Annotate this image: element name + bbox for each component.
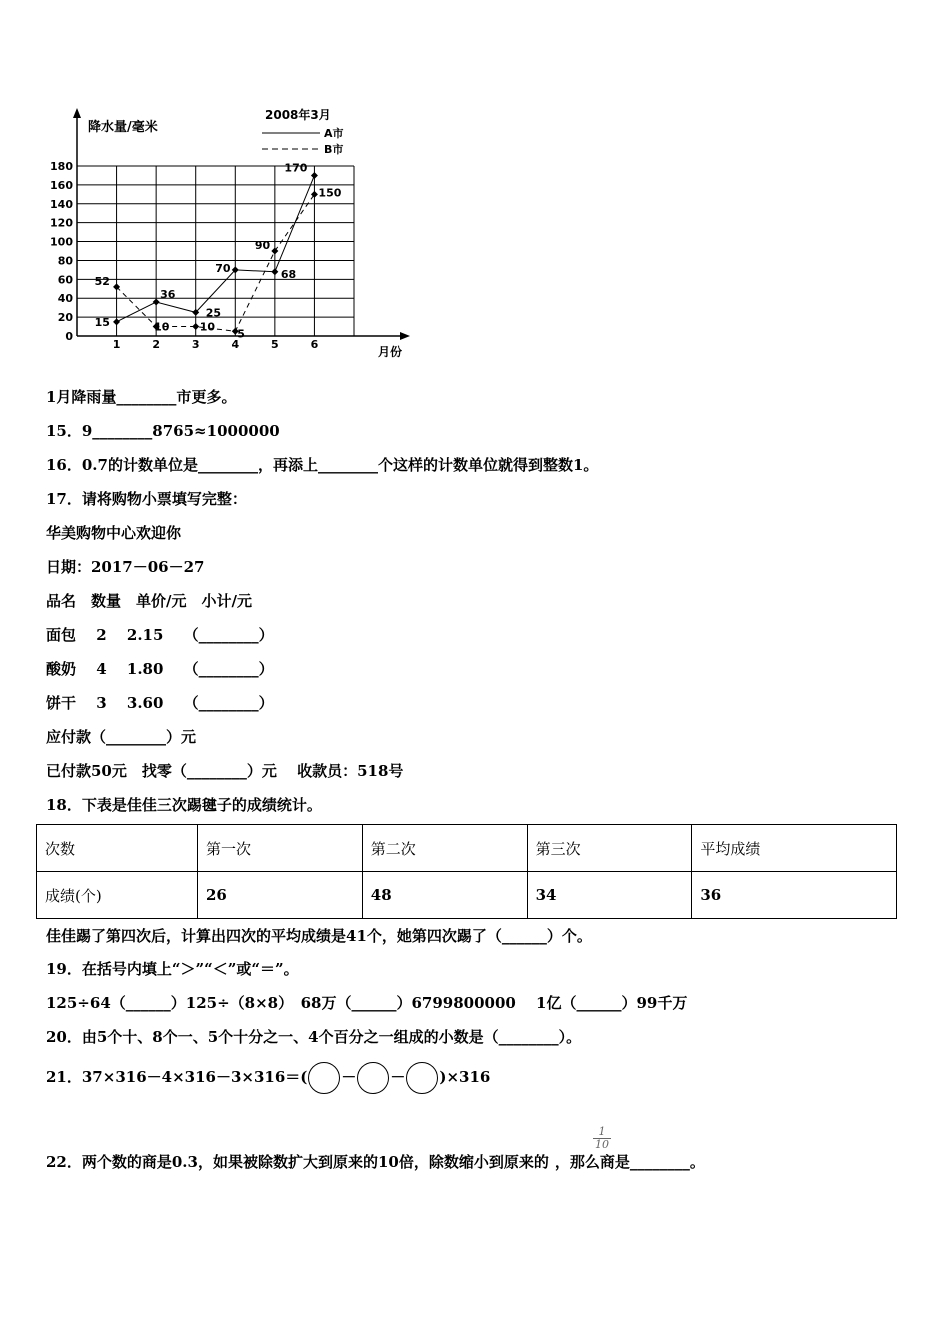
q17-paid: 已付款50元 找零（________）元 收款员：518号 [46,762,404,780]
data-point [153,299,160,306]
table-cell: 第三次 [527,825,692,872]
table-cell: 成绩(个) [37,872,198,919]
q16: 16．0.7的计数单位是________，再添上________个这样的计数单位就得到整数1。 [46,456,599,474]
data-label: 5 [237,327,245,341]
q18: 18．下表是佳佳三次踢毽子的成绩统计。 [46,796,322,814]
y-tick-label: 140 [50,197,73,211]
data-label: 10 [199,320,216,334]
q21-left: 21．37×316－4×316－3×316＝( [46,1068,308,1086]
data-label: 90 [254,239,271,252]
fraction-numerator: 1 [598,1125,606,1138]
table-cell: 第一次 [198,825,363,872]
y-tick-label: 0 [65,330,73,343]
q22 [46,1151,705,1172]
table-cell: 34 [527,872,692,919]
y-tick-label: 80 [57,254,73,268]
q17-date: 日期：2017－06－27 [46,558,205,576]
answer-circle[interactable] [406,1062,438,1094]
data-label: 10 [154,320,170,334]
q21-minus: － [341,1068,357,1086]
answer-circle[interactable] [357,1062,389,1094]
data-point [192,323,199,330]
y-tick-label: 180 [50,160,73,173]
fraction-denominator: 10 [595,1138,609,1151]
q17-item-biscuit: 饼干 3 3.60 （________） [46,694,274,712]
data-label: 15 [94,315,110,329]
q17: 17．请将购物小票填写完整： [46,490,247,508]
y-tick-label: 100 [50,235,73,249]
x-axis-title: 月份 [378,345,403,359]
rainfall-line-chart [40,100,430,370]
series-line [117,175,315,321]
data-point [271,248,278,255]
table-cell: 36 [692,872,897,919]
data-label: 150 [318,186,342,200]
y-tick-label: 60 [57,273,73,287]
data-label: 68 [280,267,297,281]
table-row [37,825,897,872]
table-row [37,872,897,919]
q19: 19．在括号内填上“＞”“＜”或“＝”。 [46,960,299,978]
data-point [113,318,120,325]
y-tick-label: 40 [57,292,73,306]
y-tick-label: 20 [57,311,73,325]
q14-tail: 1月降雨量________市更多。 [46,388,237,406]
x-tick-label: 2 [152,338,160,351]
q15: 15．9________8765≈1000000 [46,422,280,440]
data-label: 25 [205,306,222,320]
table-cell: 26 [198,872,363,919]
data-label: 36 [160,288,176,301]
data-point [311,172,318,179]
y-tick-label: 120 [50,216,73,230]
q21 [46,1062,490,1094]
q17-item-bread: 面包 2 2.15 （________） [46,626,274,644]
y-tick-label: 160 [50,178,73,192]
q17-shop: 华美购物中心欢迎你 [46,524,182,542]
data-label: 70 [215,261,231,275]
table-cell: 平均成绩 [692,825,897,872]
q17-header: 品名 数量 单价/元 小计/元 [46,592,252,610]
q17-due: 应付款（________）元 [46,728,197,746]
q22-text-a: 22．两个数的商是0.3，如果被除数扩大到原来的10倍，除数缩小到原来的 [46,1153,549,1171]
table-cell: 48 [362,872,527,919]
q18-after: 佳佳踢了第四次后，计算出四次的平均成绩是41个，她第四次踢了（______）个。 [46,927,592,945]
answer-circle[interactable] [308,1062,340,1094]
data-point [271,268,278,275]
q21-minus: － [390,1068,406,1086]
data-label: 52 [94,274,110,288]
score-table [36,824,897,919]
fraction-one-tenth [593,1126,611,1151]
x-tick-label: 6 [310,338,319,351]
q17-item-yogurt: 酸奶 4 1.80 （________） [46,660,274,678]
y-axis-arrow [73,108,81,118]
x-axis-arrow [400,332,410,340]
q21-right: )×316 [439,1068,491,1086]
q19-items: 125÷64（______）125÷（8×8） 68万（______）6799800000 1亿（______）99千万 [46,994,688,1012]
legend-title: 2008年3月 [265,108,331,122]
x-tick-label: 5 [271,338,279,351]
q22-text-b: ，那么商是________。 [554,1153,705,1171]
x-tick-label: 3 [191,338,200,351]
data-label: 170 [284,161,308,175]
y-axis-title: 降水量/毫米 [88,120,158,135]
q20: 20．由5个十、8个一、5个十分之一、4个百分之一组成的小数是（________）。 [46,1028,582,1046]
data-point [311,191,318,198]
table-cell: 第二次 [362,825,527,872]
table-cell: 次数 [37,825,198,872]
x-tick-label: 4 [231,338,240,351]
x-tick-label: 1 [112,338,121,351]
legend-label: B市 [324,143,344,156]
legend-label: A市 [324,127,344,140]
